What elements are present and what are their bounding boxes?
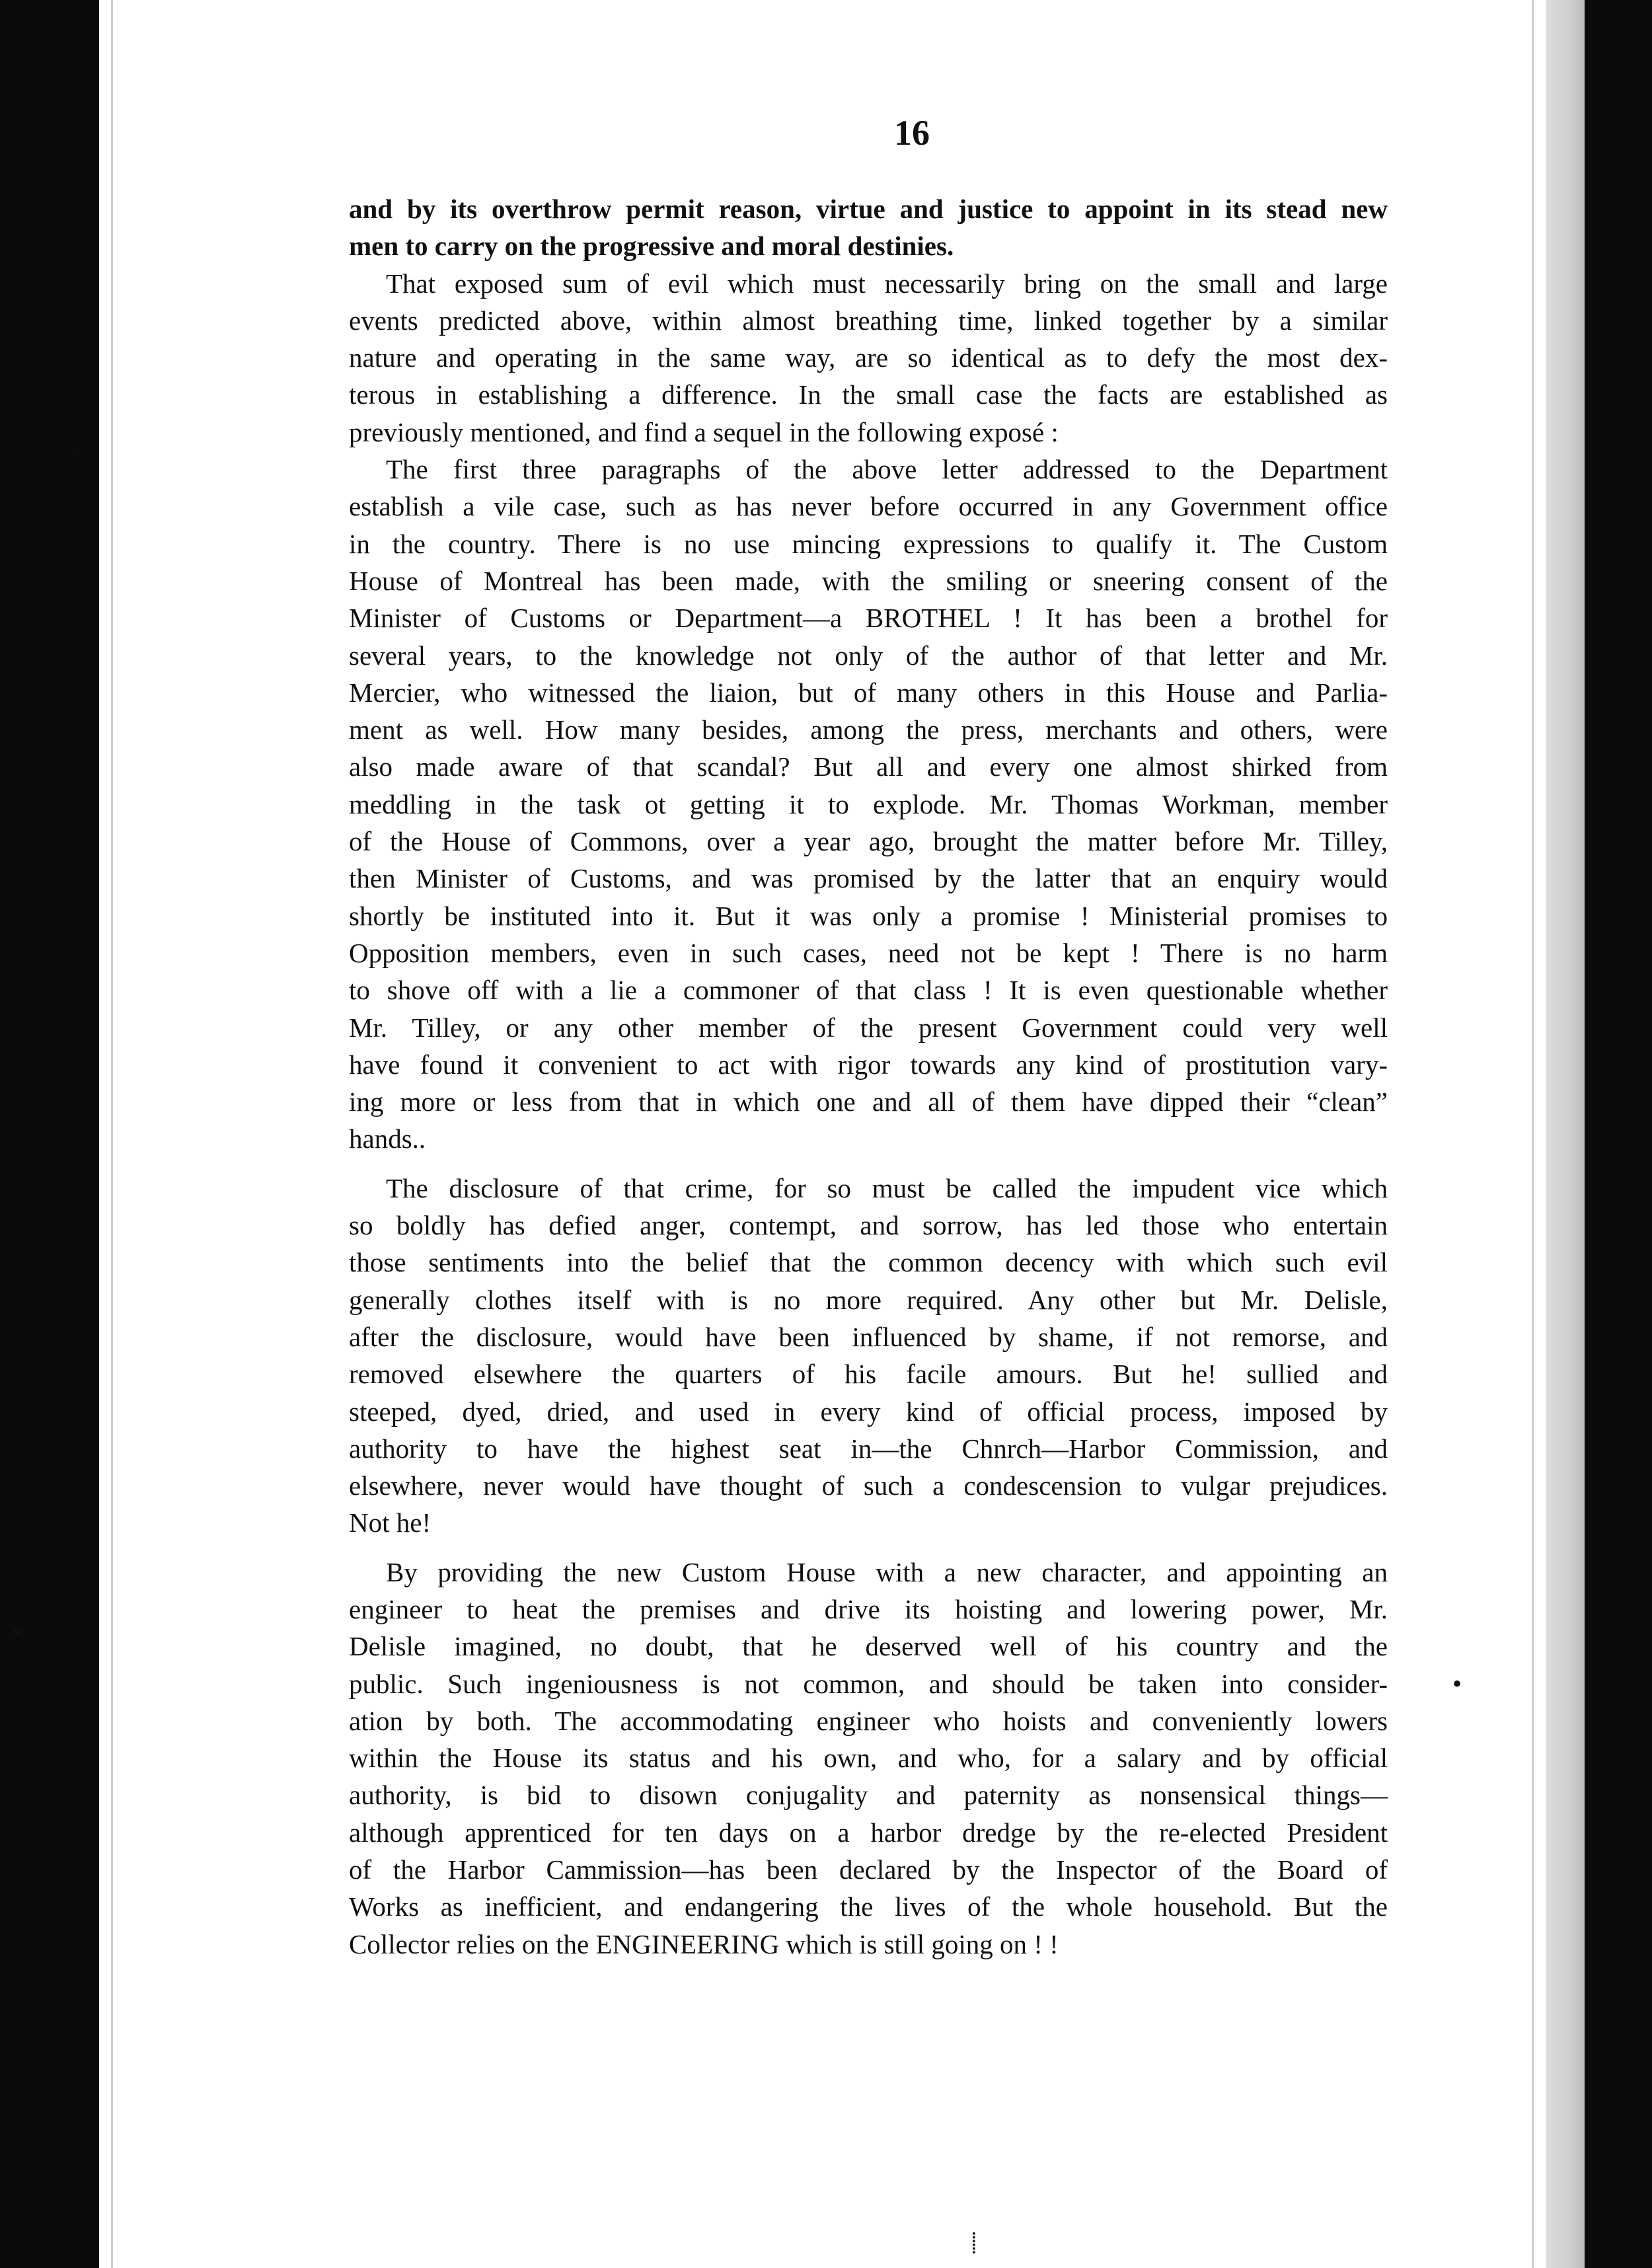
text-line: authority to have the highest seat in—the Chnrch—Harbor Commission, and	[349, 1433, 1388, 1464]
scan-speck: ⸽	[971, 2232, 977, 2254]
text-line: engineer to heat the premises and drive its hoisting and lowering power, Mr.	[349, 1593, 1388, 1624]
scan-speck: ⌄	[7, 1610, 29, 1640]
page-number: 16	[894, 113, 930, 153]
text-line: Mercier, who witnessed the liaion, but of many others in this House and Parlia-	[349, 677, 1388, 708]
text-line: elsewhere, never would have thought of such a condescension to vulgar prejudices.	[349, 1470, 1388, 1501]
scan-speck: •	[1452, 1669, 1462, 1698]
text-line: Opposition members, even in such cases, need not be kept ! There is no harm	[349, 937, 1388, 968]
text-line: so boldly has defied anger, contempt, and sorrow, has led those who entertain	[349, 1210, 1388, 1241]
text-line: Delisle imagined, no doubt, that he deserved well of his country and the	[349, 1631, 1388, 1662]
text-line: events predicted above, within almost breathing time, linked together by a similar	[349, 305, 1388, 336]
text-line: after the disclosure, would have been influenced by shame, if not remorse, and	[349, 1321, 1388, 1352]
text-line: That exposed sum of evil which must necessarily bring on the small and large	[386, 268, 1388, 299]
text-line: of the Harbor Cammission—has been declared by the Inspector of the Board of	[349, 1854, 1388, 1885]
scan-speck: ·	[73, 439, 82, 469]
text-line: terous in establishing a difference. In the small case the facts are established as	[349, 379, 1388, 410]
text-line: authority, is bid to disown conjugality and paternity as nonsensical things—	[349, 1780, 1388, 1811]
page-edge-line	[1532, 0, 1534, 2268]
text-line: By providing the new Custom House with a new character, and appointing an	[386, 1556, 1388, 1587]
text-line: generally clothes itself with is no more required. Any other but Mr. Delisle,	[349, 1284, 1388, 1315]
text-line: ing more or less from that in which one and all of them have dipped their “clean”	[349, 1086, 1388, 1117]
text-line: establish a vile case, such as has never before occurred in any Government office	[349, 491, 1388, 522]
text-line: removed elsewhere the quarters of his facile amours. But he! sullied and	[349, 1359, 1388, 1390]
text-line: Mr. Tilley, or any other member of the present Government could very well	[349, 1012, 1388, 1043]
text-line: meddling in the task ot getting it to explode. Mr. Thomas Workman, member	[349, 788, 1388, 819]
text-line: shortly be instituted into it. But it was only a promise ! Ministerial promises to	[349, 900, 1388, 931]
page-fold-shadow	[1546, 0, 1585, 2268]
text-line: although apprenticed for ten days on a harbor dredge by the re-elected President	[349, 1817, 1388, 1848]
text-line: previously mentioned, and find a sequel in the following exposé :	[349, 416, 1059, 447]
text-line: Works as inefficient, and endangering the lives of the whole household. But the	[349, 1891, 1388, 1922]
text-line: of the House of Commons, over a year ago, brought the matter before Mr. Tilley,	[349, 826, 1388, 857]
text-line: in the country. There is no use mincing expressions to qualify it. The Custom	[349, 528, 1388, 559]
text-line: to shove off with a lie a commoner of that class ! It is even questionable whether	[349, 975, 1388, 1006]
text-line: The first three paragraphs of the above letter addressed to the Department	[386, 454, 1388, 485]
text-line: men to carry on the progressive and moral destinies.	[349, 231, 954, 262]
text-line: within the House its status and his own, and who, for a salary and by official	[349, 1743, 1388, 1774]
body-text	[349, 190, 1388, 1963]
text-line: Collector relies on the ENGINEERING which is still going on ! !	[349, 1928, 1059, 1959]
page-edge-line	[111, 0, 113, 2268]
text-line: then Minister of Customs, and was promised by the latter that an enquiry would	[349, 863, 1388, 894]
text-line: also made aware of that scandal? But all and every one almost shirked from	[349, 751, 1388, 782]
text-line: steeped, dyed, dried, and used in every kind of official process, imposed by	[349, 1396, 1388, 1427]
text-line: The disclosure of that crime, for so must be called the impudent vice which	[386, 1172, 1388, 1203]
text-line: ment as well. How many besides, among the press, merchants and others, were	[349, 714, 1388, 745]
text-line: several years, to the knowledge not only of the author of that letter and Mr.	[349, 640, 1388, 671]
text-line: Not he!	[349, 1507, 432, 1538]
text-line: have found it convenient to act with rigor towards any kind of prostitution vary-	[349, 1049, 1388, 1080]
text-line: nature and operating in the same way, are so identical as to defy the most dex-	[349, 342, 1388, 373]
text-line: those sentiments into the belief that the common decency with which such evil	[349, 1247, 1388, 1278]
text-line: hands..	[349, 1123, 426, 1154]
text-line: House of Montreal has been made, with the smiling or sneering consent of the	[349, 565, 1388, 596]
text-line: and by its overthrow permit reason, virtue and justice to appoint in its stead new	[349, 194, 1388, 224]
text-line: Minister of Customs or Department—a BROTHEL ! It has been a brothel for	[349, 603, 1388, 634]
text-line: public. Such ingeniousness is not common, and should be taken into consider-	[349, 1668, 1388, 1699]
text-line: ation by both. The accommodating engineer who hoists and conveniently lowers	[349, 1705, 1388, 1736]
